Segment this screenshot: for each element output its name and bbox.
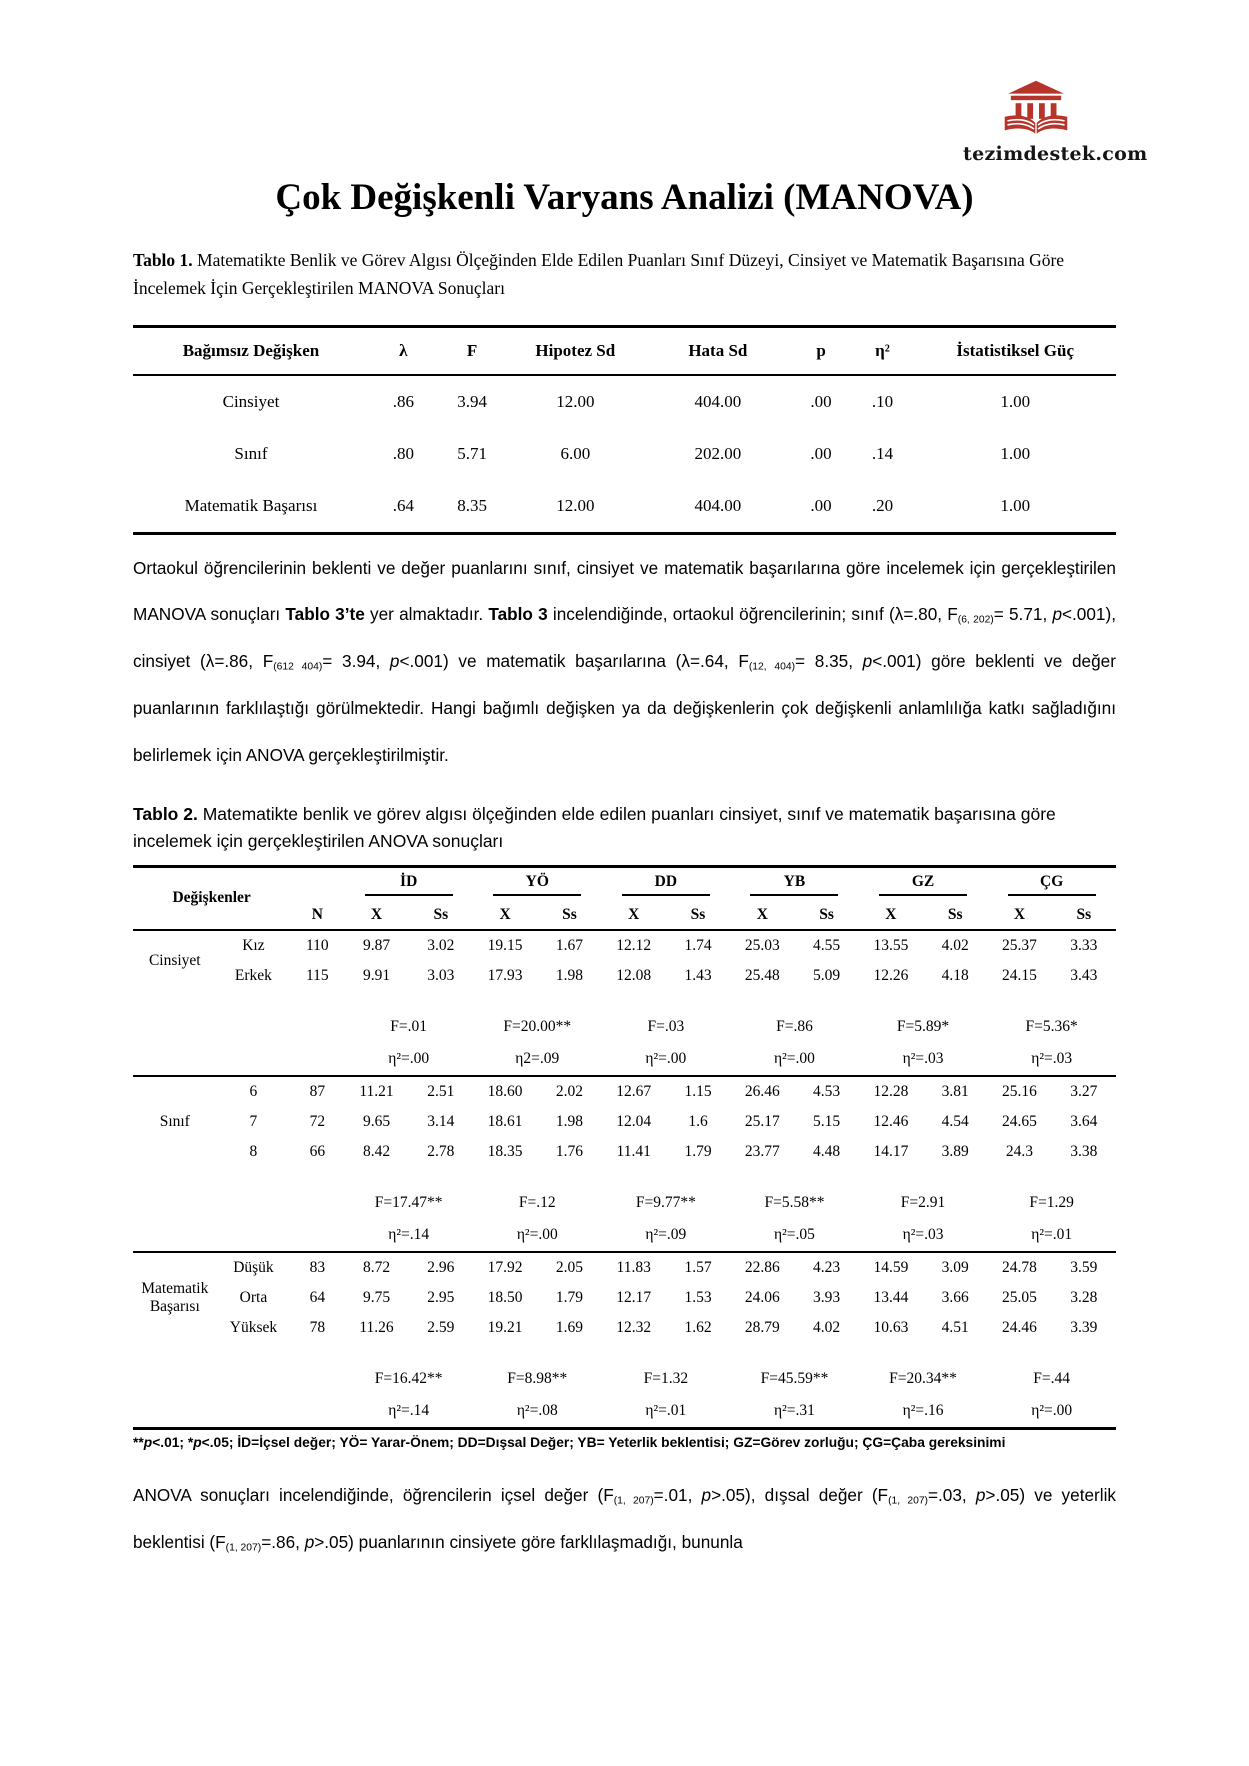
table2-eta-value: η²=.03 [1031,1049,1073,1067]
table2-subheader: Ss [819,905,834,923]
table2-f-value: F=.03 [647,1017,685,1035]
table2-cell: 18.50 [487,1288,523,1306]
table2-empty [133,1395,344,1429]
table2-f-value: F=.12 [518,1193,556,1211]
table2-subheader: X [499,905,511,923]
table2-cell: 12.32 [616,1318,652,1336]
table2-empty [133,1043,344,1076]
table1-header: Bağımsız Değişken [182,340,320,360]
table2-cell: 12.67 [616,1082,652,1100]
table2-cell: 1.6 [688,1112,708,1130]
table2-group-header [859,866,988,901]
table2-cell: 12.08 [616,966,652,984]
table1-cell: 404.00 [694,495,742,515]
table2-gap-row [133,1343,1116,1363]
table1-cell: 6.00 [560,443,591,463]
table2-row-label: Yüksek [229,1318,278,1336]
table2-head-spacer [290,866,344,901]
table2-cell: 3.33 [1070,936,1098,954]
table2-cell: 2.59 [427,1318,455,1336]
table2-n-header: N [311,905,323,923]
table2-cell: 24.15 [1002,966,1037,984]
table2-f-row [133,1011,1116,1043]
table2-empty [133,1219,344,1252]
table2-cell: 25.17 [744,1112,780,1130]
table2-cell: 1.79 [684,1142,712,1160]
table2-n-value: 83 [309,1258,326,1276]
table2-f-value: F=1.32 [643,1369,689,1387]
table2-cell: 14.17 [873,1142,909,1160]
table2-row-label: 7 [249,1112,258,1130]
table2-n-value: 115 [305,966,329,984]
table2-cell: 1.43 [684,966,712,984]
table2-eta-value: η²=.00 [774,1049,815,1067]
table2-gap-row [133,1167,1116,1187]
text-segment: (12, 404) [748,661,796,673]
table2-cell: 4.48 [813,1142,841,1160]
table2-cell: 25.37 [1002,936,1037,954]
table2-cell: 3.02 [427,936,455,954]
table2-cell: 12.12 [616,936,652,954]
table2-cell: 12.28 [873,1082,909,1100]
paragraph-manova [133,545,1116,779]
text-segment: ANOVA sonuçları incelendiğinde, öğrencilerin içsel değer (F [133,1484,614,1505]
table2-subheader: Ss [433,905,449,923]
text-segment: Ortaokul öğrencilerinin beklenti ve değer puanlarını sınıf, cinsiyet ve matematik başarılarına göre incelemek için gerçekleştirilen MANOVA sonuçları [133,557,1116,625]
table2-cell: 2.05 [555,1258,583,1276]
table2-cell: 18.35 [487,1142,523,1160]
table2-cell: 25.48 [744,966,780,984]
table2-f-value: F=9.77** [635,1193,696,1211]
table2-f-value: F=17.47** [374,1193,443,1211]
table2-gap [133,1343,1116,1363]
table2-cell: 12.26 [873,966,909,984]
text-segment: incelendiğinde, ortaokul öğrencilerinin; sınıf (λ=.80, F [547,604,958,625]
table2-cell: 5.09 [813,966,841,984]
table2-cell: 24.65 [1002,1112,1037,1130]
table2-group-label: ÇG [1008,873,1096,896]
table1-cell: .80 [392,443,414,463]
table2-subheader: X [756,905,768,923]
table2-cell: 2.02 [555,1082,583,1100]
table2-cell: 25.05 [1002,1288,1037,1306]
table2-cell: 9.91 [362,966,391,984]
table2-group-label: YB [750,873,838,896]
table2-cell: 12.17 [616,1288,652,1306]
table2-cell: 3.03 [427,966,455,984]
table2-f-value: F=5.58** [764,1193,825,1211]
table2-gap-row [133,991,1116,1011]
table2-cell: 3.38 [1070,1142,1098,1160]
table1-head [133,326,1116,375]
table1-cell: .86 [392,391,414,411]
table2-cell: 11.83 [616,1258,651,1276]
table2-subheader: Ss [1076,905,1092,923]
text-segment: =.01, [653,1484,702,1505]
table2-eta-value: η²=.01 [1031,1225,1073,1243]
table2-section [133,930,1116,1076]
table2-cell: 1.69 [555,1318,583,1336]
table1-cell: Matematik Başarısı [184,495,318,515]
table2-cell: 3.93 [813,1288,841,1306]
text-segment: Tablo 1. [133,250,193,270]
table2 [133,865,1116,1430]
table2-group-label: YÖ [493,873,581,896]
table2-f-value: F=.01 [390,1017,428,1035]
table2-row [133,1313,1116,1343]
text-segment: p [389,651,400,672]
table2-cell: 1.74 [684,936,712,954]
table2-f-row [133,1187,1116,1219]
table1-cell: .10 [871,391,894,411]
text-segment: (612 404) [273,661,323,673]
text-segment: p [701,1484,712,1505]
table2-cell: 12.46 [873,1112,909,1130]
table2-f-row [133,1363,1116,1395]
table2-cell: 3.39 [1070,1318,1098,1336]
table2-cell: 1.53 [684,1288,712,1306]
text-segment: p [1052,604,1062,625]
text-segment: p [143,1434,153,1450]
table2-eta-value: η²=.05 [774,1225,815,1243]
table1-header: Hipotez Sd [535,340,616,360]
table2-cell: 3.89 [941,1142,969,1160]
table2-cell: 18.60 [487,1082,523,1100]
text-segment: Tablo 3’te [285,604,365,625]
text-segment: Tablo 3 [488,604,548,625]
table2-cell: 10.63 [873,1318,909,1336]
text-segment: ** [133,1434,144,1450]
table2-row-label: 8 [249,1142,258,1160]
text-segment: p [193,1434,202,1450]
table2-group-header-row [133,866,1116,901]
table1-body [133,375,1116,534]
table2-empty [133,1187,344,1219]
text-segment: = 3.94, [322,651,390,672]
table2-gap [133,1167,1116,1187]
table2-cell: 25.16 [1002,1082,1037,1100]
table2-cell: 26.46 [744,1082,780,1100]
table2-row [133,930,1116,961]
table2-cell: 11.41 [616,1142,651,1160]
table2-cell: 19.15 [487,936,523,954]
table2-cell: 1.15 [684,1082,712,1100]
table2-eta-value: η²=.31 [774,1401,815,1419]
table2-eta-row [133,1395,1116,1429]
table2-cell: 2.95 [427,1288,455,1306]
table2-group-header [730,866,859,901]
table2-n-value: 78 [309,1318,326,1336]
table2-eta-row [133,1219,1116,1252]
text-segment: <.05; İD=İçsel değer; YÖ= Yarar-Önem; DD=Dışsal Değer; YB= Yeterlik beklentisi; GZ=Görev zorluğu; ÇG=Çaba gereksinimi [201,1434,1006,1450]
text-segment: p [304,1531,315,1552]
table2-n-value: 87 [309,1082,326,1100]
table2-head [133,866,1116,930]
table2-subheader: X [370,905,383,923]
table2-cell: 1.57 [684,1258,712,1276]
table2-group-header [344,866,473,901]
table2-cell: 4.55 [813,936,841,954]
table1-cell: 1.00 [1000,495,1031,515]
table1-cell: 1.00 [1000,391,1031,411]
table2-row [133,1107,1116,1137]
table2-cell: 23.77 [744,1142,780,1160]
table1-cell: 202.00 [694,443,742,463]
table1-row [133,375,1116,428]
table1-header: η² [875,340,890,360]
table2-section [133,1076,1116,1252]
table2-cell: 1.98 [555,966,583,984]
table2-cell: 4.02 [941,936,969,954]
table1-header-row [133,326,1116,375]
table2-cell: 8.42 [362,1142,391,1160]
table2-eta-row [133,1043,1116,1076]
table2-row-label: Düşük [233,1258,274,1276]
table2-section-label: Matematik Başarısı [141,1279,209,1315]
table1-header: Hata Sd [688,340,748,360]
table2-cell: 4.54 [941,1112,969,1130]
table2-eta-value: η²=.01 [645,1401,687,1419]
page-title: Çok Değişkenli Varyans Analizi (MANOVA) [275,177,974,218]
table1-cell: .00 [810,443,832,463]
table2-row-label: Erkek [234,966,272,984]
table2-cell: 3.66 [941,1288,969,1306]
table2-subheader: X [885,905,897,923]
table2-eta-value: η²=.00 [516,1225,558,1243]
table2-section-label: Sınıf [159,1112,190,1130]
text-segment: <.001) göre beklenti ve değer puanlarının farklılaştığı görülmektedir. Hangi bağımlı değişken ya da değişkenlerin çok değişkenli anlamlılığa katkı sağladığını belirlemek için ANOVA gerçekleştirilmiştir. [133,651,1116,765]
table2-n-value: 64 [309,1288,326,1306]
table2-cell: 3.28 [1070,1288,1098,1306]
table2-eta-value: η2=.09 [515,1049,560,1067]
table2-cell: 3.43 [1070,966,1098,984]
text-segment: Tablo 2. [133,803,198,824]
table2-cell: 13.55 [873,936,909,954]
table2-cell: 3.81 [941,1082,969,1100]
table2-n-value: 110 [305,936,329,954]
table2-eta-value: η²=.14 [388,1401,430,1419]
table2-subheader: X [1013,905,1026,923]
table2-f-value: F=.86 [776,1017,813,1035]
table2-row-label: Kız [242,936,265,954]
table2-cell: 11.21 [359,1082,394,1100]
table2-cell: 2.96 [427,1258,455,1276]
table2-cell: 3.27 [1070,1082,1098,1100]
table2-eta-value: η²=.09 [645,1225,687,1243]
text-segment: = 5.71, [993,604,1053,625]
text-segment: = 8.35, [795,651,863,672]
text-segment: =.86, [261,1531,305,1552]
table2-row [133,1283,1116,1313]
document-content [133,0,1148,1565]
table2-cell: 3.64 [1070,1112,1098,1130]
text-segment: p [862,651,873,672]
table2-cell: 4.02 [813,1318,841,1336]
table2-f-value: F=.44 [1033,1369,1071,1387]
table2-gap [133,991,1116,1011]
table2-cell: 1.79 [555,1288,583,1306]
text-segment: <.001), cinsiyet (λ=.86, F [133,604,1116,672]
table2-caption [133,801,1116,855]
logo-text: tezimdestek.com [963,143,1148,165]
table2-row-label: Orta [239,1288,268,1306]
text-segment: (1, 207) [613,1495,654,1507]
table2-f-value: F=16.42** [374,1369,443,1387]
table2-subheader: Ss [562,905,577,923]
table2-cell: 24.78 [1002,1258,1037,1276]
table1-cell: 12.00 [556,495,595,515]
table2-cell: 24.06 [744,1288,780,1306]
table2-eta-value: η²=.00 [645,1049,687,1067]
table2-group-header [602,866,731,901]
table2-cell: 14.59 [873,1258,909,1276]
table2-cell: 8.72 [362,1258,391,1276]
table1-cell: 404.00 [694,391,742,411]
text-segment: (1, 207) [888,1495,928,1507]
table2-cell: 3.59 [1070,1258,1098,1276]
table2-section [133,1252,1116,1429]
table1-cell: Cinsiyet [222,391,280,411]
text-segment: >.05) puanlarının cinsiyete göre farklılaşmadığı, bununla [314,1531,743,1552]
table2-group-label: GZ [879,873,967,896]
table2-group-header [987,866,1116,901]
table2-cell: 18.61 [487,1112,523,1130]
table2-cell: 11.26 [359,1318,394,1336]
table1 [133,325,1116,535]
table2-eta-value: η²=.00 [388,1049,430,1067]
table2-variables-header: Değişkenler [172,889,251,907]
table1-caption [133,246,1116,303]
table1-cell: 1.00 [1000,443,1031,463]
table2-row [133,1252,1116,1283]
table2-cell: 13.44 [873,1288,909,1306]
table1-header: p [816,340,826,360]
text-segment: yer almaktadır. [364,604,489,625]
table2-empty [133,1363,344,1395]
table2-subheader: X [628,905,640,923]
table2-section-label: Cinsiyet [148,951,201,969]
table2-eta-value: η²=.14 [388,1225,430,1243]
table1-cell: .20 [871,495,894,515]
table1-cell: .00 [810,495,832,515]
text-segment: =.03, [927,1484,976,1505]
table2-cell: 9.87 [362,936,391,954]
table2-cell: 4.18 [941,966,969,984]
table2-cell: 4.23 [813,1258,841,1276]
table2-row [133,1137,1116,1167]
table2-f-value: F=8.98** [507,1369,568,1387]
table2-cell: 9.65 [362,1112,391,1130]
text-segment: <.01; * [152,1434,194,1450]
table2-subheader: Ss [690,905,706,923]
table2-group-label: İD [365,873,453,896]
table2-cell: 1.67 [555,936,583,954]
table2-cell: 3.09 [941,1258,969,1276]
table2-cell: 24.46 [1002,1318,1037,1336]
table2-f-value: F=2.91 [900,1193,946,1211]
table2-cell: 12.04 [616,1112,652,1130]
table2-eta-value: η²=.00 [1031,1401,1073,1419]
table2-f-value: F=45.59** [760,1369,829,1387]
table2-cell: 2.51 [427,1082,455,1100]
table2-empty [133,1011,344,1043]
table2-row [133,961,1116,991]
table2-cell: 17.93 [487,966,523,984]
table2-cell: 19.21 [487,1318,523,1336]
table1-header: λ [399,340,408,360]
table1-cell: Sınıf [234,443,268,463]
table1-row [133,428,1116,480]
text-segment: Matematikte Benlik ve Görev Algısı Ölçeğinden Elde Edilen Puanları Sınıf Düzeyi, Cinsiyet ve Matematik Başarısına Göre İncelemek İçin Gerçekleştirilen MANOVA Sonuçları [133,250,1065,299]
text-segment: (6, 202) [957,614,994,626]
table1-cell: 12.00 [556,391,595,411]
table2-group-label: DD [622,873,710,896]
text-segment: <.001) ve matematik başarılarına (λ=.64, F [399,651,749,672]
table2-cell: 5.15 [813,1112,841,1130]
table2-eta-value: η²=.16 [902,1401,944,1419]
table1-header: İstatistiksel Güç [956,340,1074,360]
table2-cell: 24.3 [1005,1142,1034,1160]
table1-cell: 8.35 [457,495,487,515]
table2-cell: 4.51 [941,1318,969,1336]
table2-cell: 28.79 [744,1318,780,1336]
table1-row [133,480,1116,534]
table2-footnote [133,1435,1116,1450]
table1-cell: 3.94 [457,391,487,411]
table2-cell: 25.03 [744,936,780,954]
table1-header: F [466,340,478,360]
text-segment: >.05) ve yeterlik beklentisi (F [133,1484,1116,1552]
table2-group-header [473,866,602,901]
text-segment: (1, 207) [225,1542,262,1554]
table2-f-value: F=5.89* [896,1017,950,1035]
table2-n-value: 66 [309,1142,326,1160]
table2-f-value: F=20.00** [503,1017,572,1035]
table1-cell: .64 [392,495,414,515]
table2-cell: 17.92 [487,1258,523,1276]
table2-cell: 4.53 [813,1082,841,1100]
table2-row-label: 6 [249,1082,258,1100]
table2-f-value: F=5.36* [1025,1017,1078,1035]
table2-f-value: F=20.34** [889,1369,957,1387]
table2-eta-value: η²=.03 [902,1225,944,1243]
table2-row [133,1076,1116,1107]
table1-cell: 5.71 [457,443,487,463]
paragraph-anova [133,1472,1116,1566]
table2-eta-value: η²=.03 [902,1049,944,1067]
text-segment: Matematikte benlik ve görev algısı ölçeğinden elde edilen puanları cinsiyet, sınıf ve matematik başarısına göre incelemek için gerçekleştirilen ANOVA sonuçları [133,803,1056,851]
text-segment: >.05), dışsal değer (F [711,1484,889,1505]
table2-eta-value: η²=.08 [516,1401,558,1419]
table2-cell: 1.76 [555,1142,583,1160]
table1-cell: .14 [871,443,894,463]
table1-cell: .00 [810,391,832,411]
table2-n-value: 72 [309,1112,326,1130]
table2-cell: 2.78 [427,1142,455,1160]
text-segment: p [975,1484,986,1505]
table2-f-value: F=1.29 [1029,1193,1074,1211]
table2-cell: 3.14 [427,1112,455,1130]
table2-subheader: Ss [947,905,963,923]
table2-cell: 1.98 [555,1112,583,1130]
table2-cell: 22.86 [744,1258,780,1276]
table2-cell: 1.62 [684,1318,712,1336]
table2-cell: 9.75 [362,1288,391,1306]
